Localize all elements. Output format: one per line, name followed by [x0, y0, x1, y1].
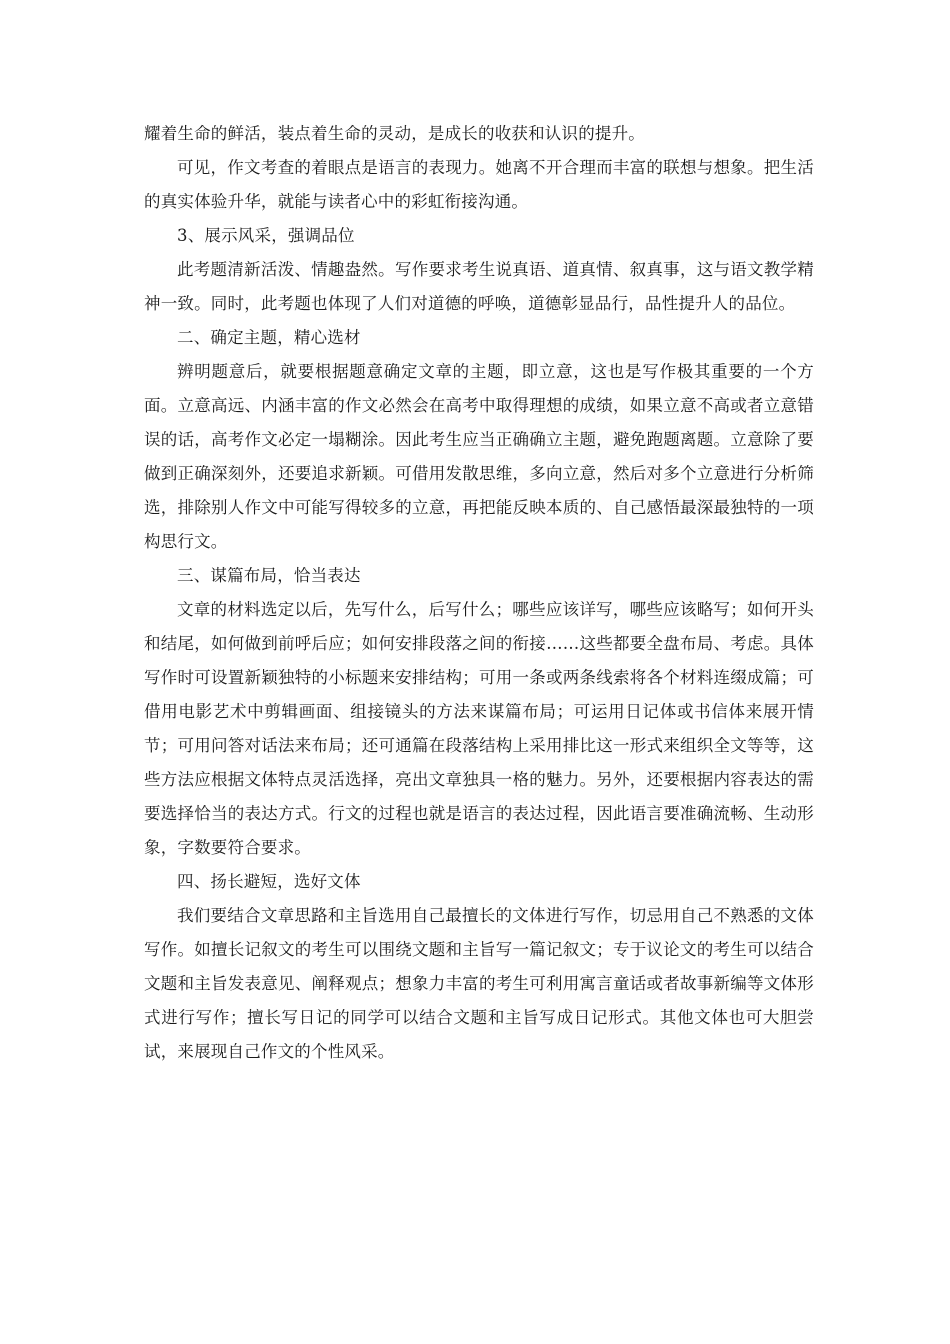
paragraph: 辨明题意后，就要根据题意确定文章的主题，即立意，这也是写作极其重要的一个方面。立意高远、内涵丰富的作文必然会在高考中取得理想的成绩，如果立意不高或者立意错误的话，高考作文必定一塌糊涂。因此考生应当正确确立主题，避免跑题离题。立意除了要做到正确深刻外，还要追求新颖。可借用发散思维，多向立意，然后对多个立意进行分析筛选，排除别人作文中可能写得较多的立意，再把能反映本质的、自己感悟最深最独特的一项构思行文。 — [144, 362, 814, 551]
section-heading: 二、确定主题，精心选材 — [177, 328, 361, 347]
paragraph-continued: 耀着生命的鲜活，装点着生命的灵动，是成长的收获和认识的提升。 — [144, 124, 645, 143]
section-heading: 三、谋篇布局，恰当表达 — [177, 566, 361, 585]
paragraph: 可见，作文考查的着眼点是语言的表现力。她离不开合理而丰富的联想与想象。把生活的真实体验升华，就能与读者心中的彩虹衔接沟通。 — [144, 158, 814, 211]
document-body — [144, 117, 814, 1069]
paragraph: 我们要结合文章思路和主旨选用自己最擅长的文体进行写作，切忌用自己不熟悉的文体写作。如擅长记叙文的考生可以围绕文题和主旨写一篇记叙文；专于议论文的考生可以结合文题和主旨发表意见、阐释观点；想象力丰富的考生可利用寓言童话或者故事新编等文体形式进行写作；擅长写日记的同学可以结合文题和主旨写成日记形式。其他文体也可大胆尝试，来展现自己作文的个性风采。 — [144, 906, 814, 1061]
paragraph: 文章的材料选定以后，先写什么，后写什么；哪些应该详写，哪些应该略写；如何开头和结尾，如何做到前呼后应；如何安排段落之间的衔接……这些都要全盘布局、考虑。具体写作时可设置新颖独特的小标题来安排结构；可用一条或两条线索将各个材料连缀成篇；可借用电影艺术中剪辑画面、组接镜头的方法来谋篇布局；可运用日记体或书信体来展开情节；可用问答对话法来布局；还可通篇在段落结构上采用排比这一形式来组织全文等等，这些方法应根据文体特点灵活选择，亮出文章独具一格的魅力。另外，还要根据内容表达的需要选择恰当的表达方式。行文的过程也就是语言的表达过程，因此语言要准确流畅、生动形象，字数要符合要求。 — [144, 600, 814, 857]
paragraph: 此考题清新活泼、情趣盎然。写作要求考生说真语、道真情、叙真事，这与语文教学精神一致。同时，此考题也体现了人们对道德的呼唤，道德彰显品行，品性提升人的品位。 — [144, 260, 814, 313]
section-heading: 3、展示风采，强调品位 — [177, 226, 355, 245]
section-heading: 四、扬长避短，选好文体 — [177, 872, 361, 891]
